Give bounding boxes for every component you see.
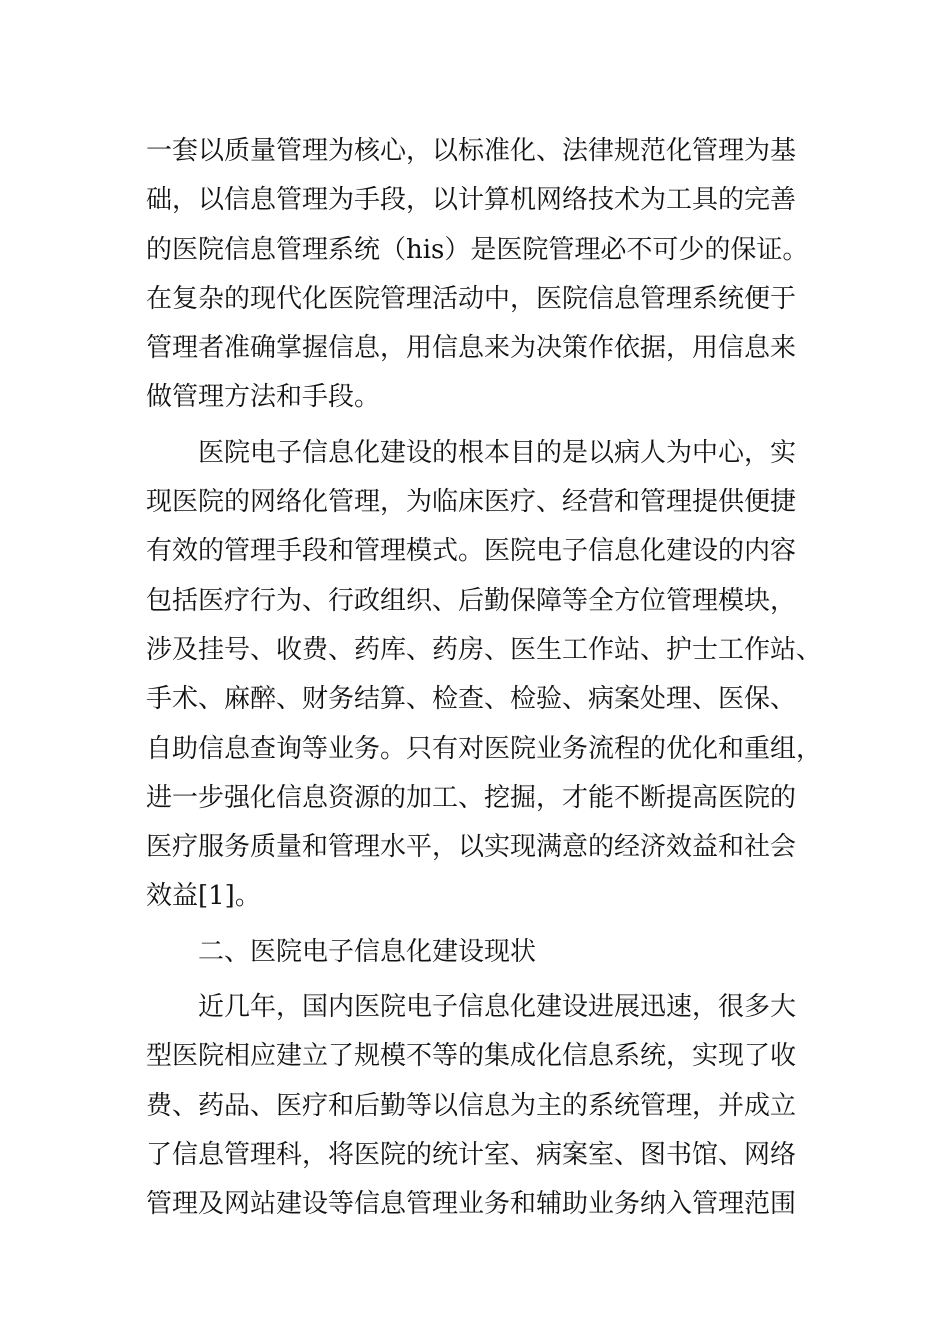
- text-line: 一套以质量管理为核心，以标准化、法律规范化管理为基: [146, 136, 797, 166]
- text-line: 涉及挂号、收费、药库、药房、医生工作站、护士工作站、: [146, 634, 823, 665]
- text-line: 效益[1]。: [146, 881, 261, 912]
- document-body: [146, 127, 823, 1230]
- text-line: 在复杂的现代化医院管理活动中，医院信息管理系统便于: [146, 283, 797, 314]
- text-line: 近几年，国内医院电子信息化建设进展迅速，很多大: [198, 992, 797, 1023]
- text-line: 有效的管理手段和管理模式。医院电子信息化建设的内容: [146, 536, 797, 567]
- text-line: 型医院相应建立了规模不等的集成化信息系统，实现了收: [146, 1041, 797, 1072]
- section-title: 二、医院电子信息化建设现状: [198, 936, 537, 967]
- text-line: 手术、麻醉、财务结算、检查、检验、病案处理、医保、: [146, 684, 797, 715]
- text-line: 现医院的网络化管理，为临床医疗、经营和管理提供便捷: [146, 487, 797, 518]
- text-line: 础，以信息管理为手段，以计算机网络技术为工具的完善: [146, 185, 797, 216]
- text-line: 管理及网站建设等信息管理业务和辅助业务纳入管理范围: [146, 1189, 797, 1220]
- section-heading: [146, 928, 806, 977]
- paragraph-purpose: [146, 429, 823, 922]
- text-line: 做管理方法和手段。: [146, 382, 381, 413]
- text-line: 包括医疗行为、行政组织、后勤保障等全方位管理模块，: [146, 585, 797, 616]
- text-line: 费、药品、医疗和后勤等以信息为主的系统管理，并成立: [146, 1090, 797, 1121]
- text-line: 自助信息查询等业务。只有对医院业务流程的优化和重组，: [146, 733, 823, 764]
- text-line: 进一步强化信息资源的加工、挖掘，才能不断提高医院的: [146, 782, 797, 813]
- text-line: 医疗服务质量和管理水平，以实现满意的经济效益和社会: [146, 832, 797, 863]
- paragraph-intro: [146, 127, 809, 423]
- text-line: 医院电子信息化建设的根本目的是以病人为中心，实: [198, 437, 797, 468]
- text-line: 了信息管理科，将医院的统计室、病案室、图书馆、网络: [146, 1139, 797, 1170]
- text-line: 的医院信息管理系统（his）是医院管理必不可少的保证。: [146, 234, 809, 265]
- paragraph-status: [146, 983, 806, 1229]
- text-line: 管理者准确掌握信息，用信息来为决策作依据，用信息来: [146, 333, 797, 364]
